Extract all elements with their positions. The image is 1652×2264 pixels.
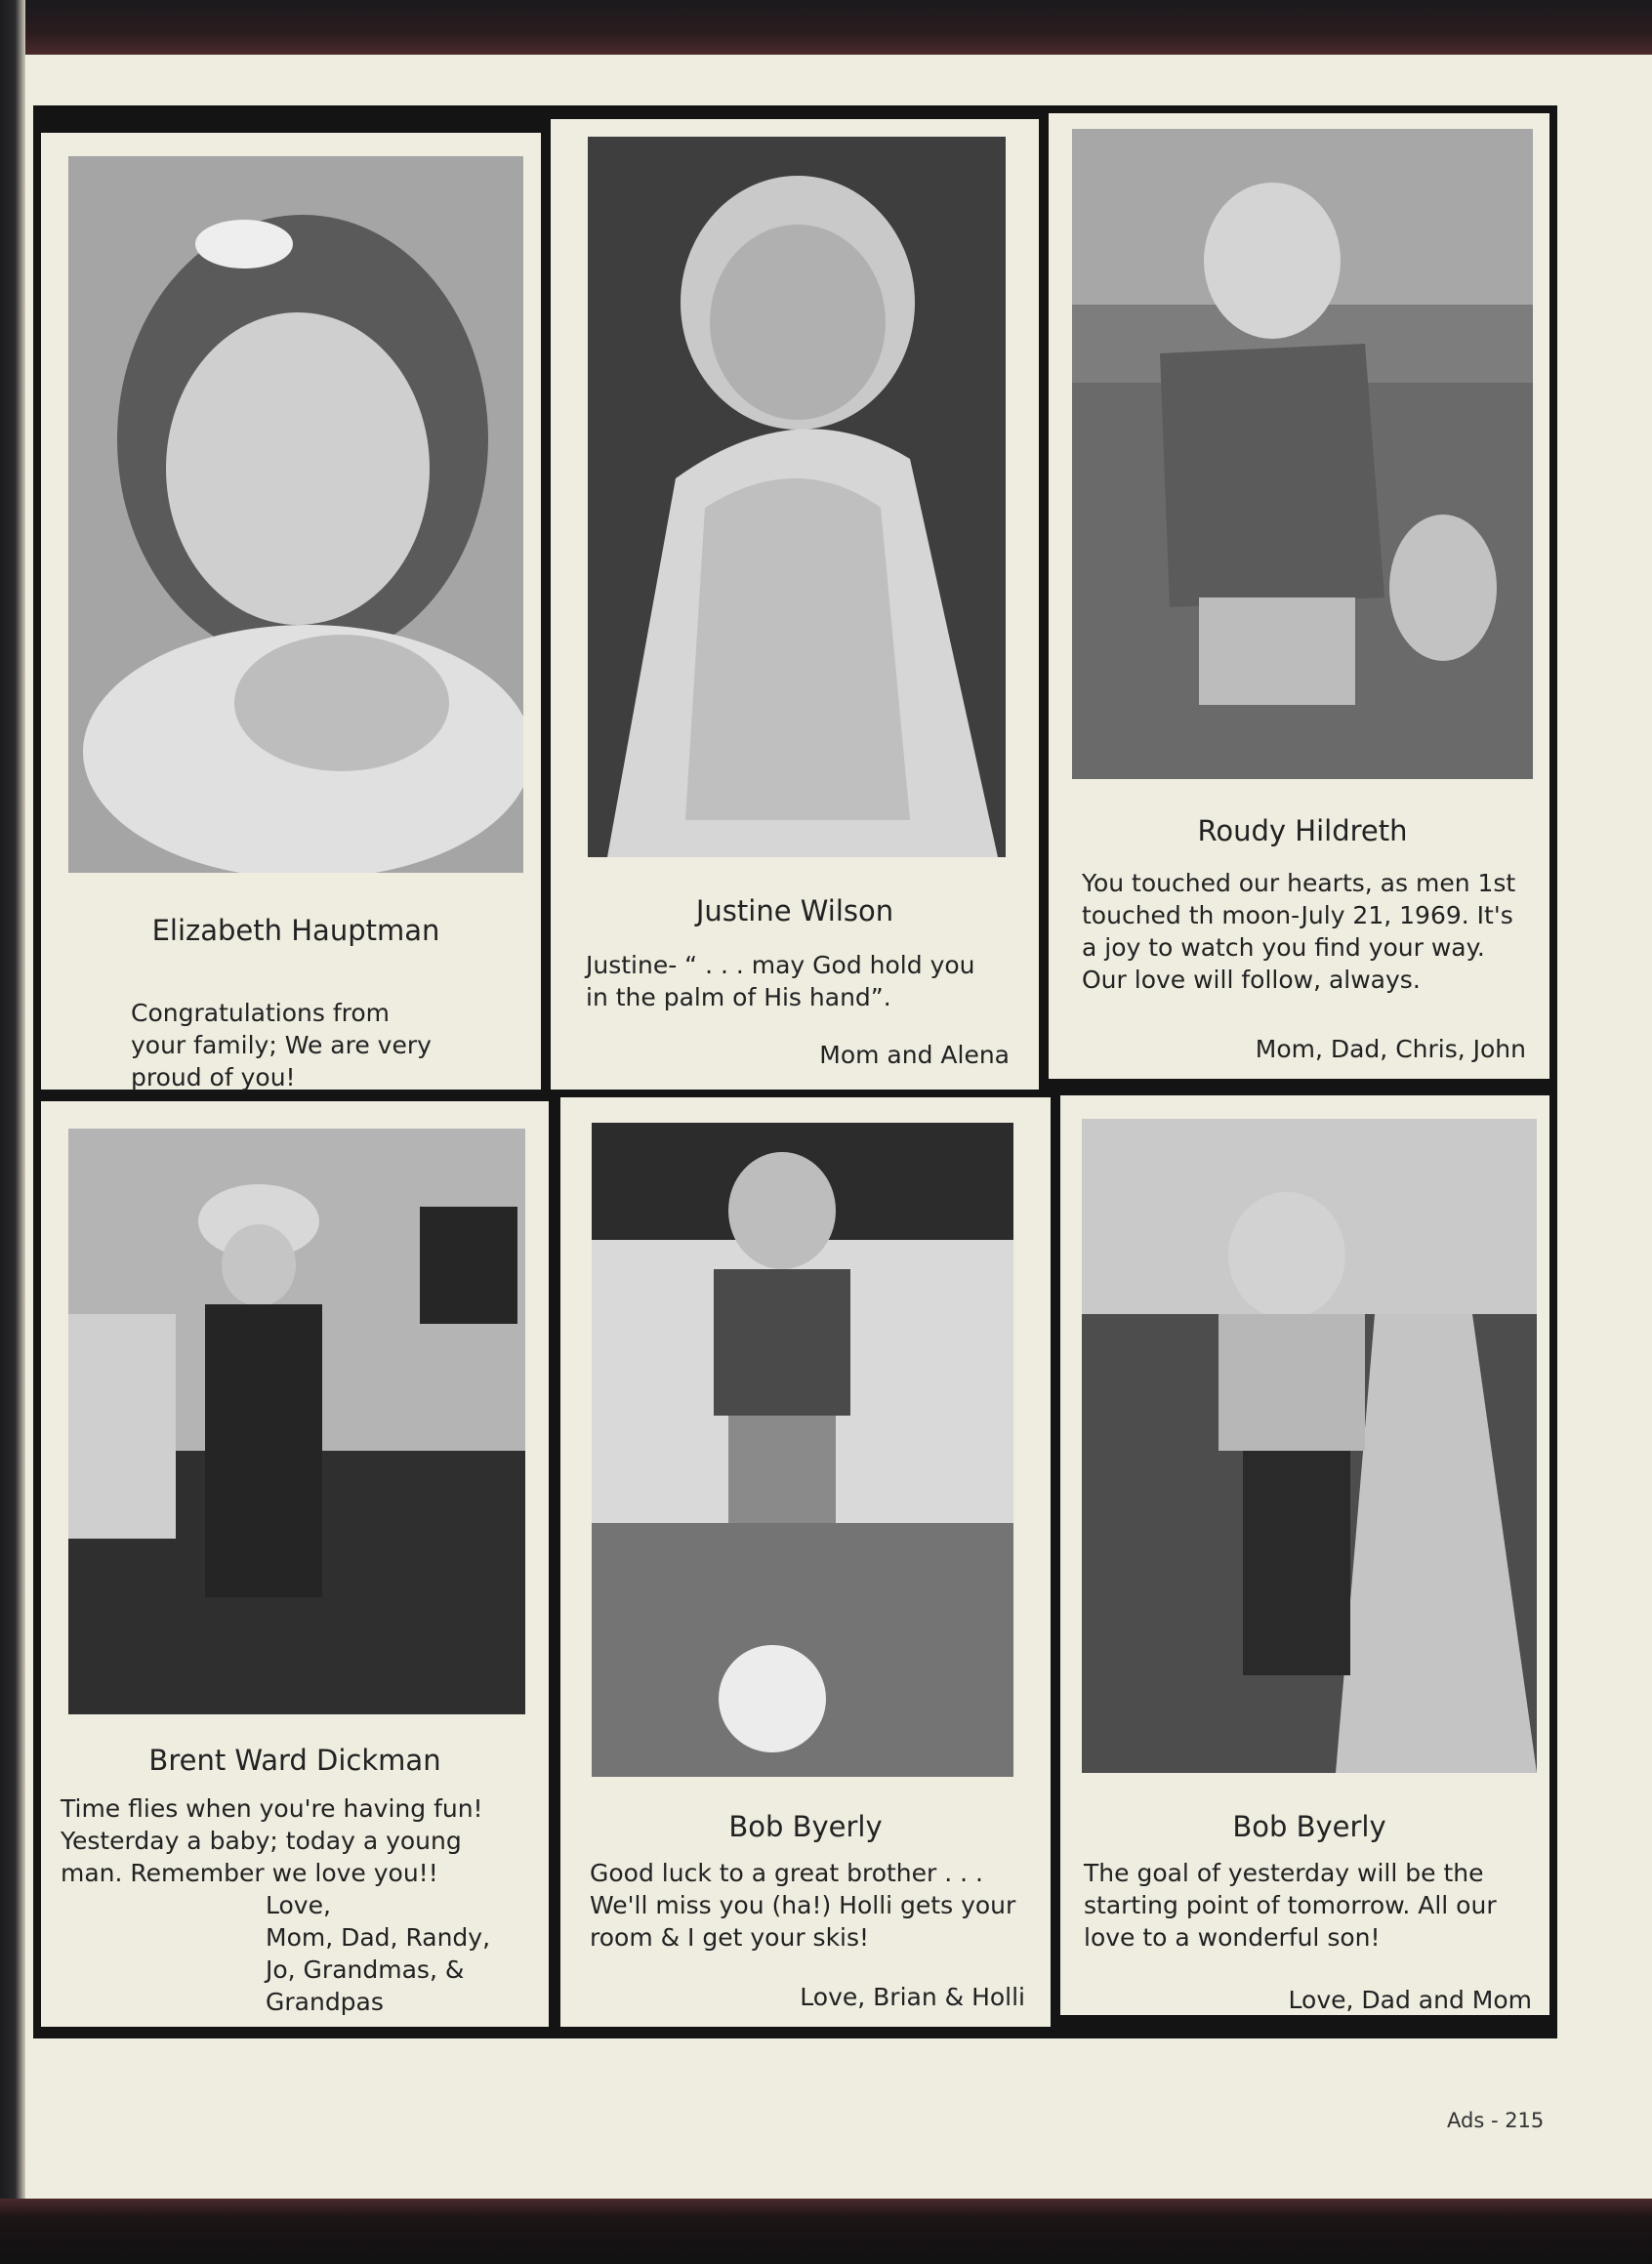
closing-line: Grandpas — [266, 1988, 384, 2016]
ad-signature: Love, Brian & Holli — [800, 1983, 1025, 2011]
message-line: Time flies when you're having fun! — [61, 1794, 483, 1823]
photo-elizabeth-hauptman — [68, 156, 523, 873]
ad-card-brent-ward-dickman — [41, 1101, 549, 2027]
page-binding-edge — [0, 0, 25, 2264]
ad-card-roudy-hildreth — [1049, 113, 1549, 1079]
photo-justine-wilson — [588, 137, 1006, 857]
message-line: Congratulations from — [131, 999, 391, 1027]
ad-name: Brent Ward Dickman — [148, 1744, 441, 1777]
ad-name: Elizabeth Hauptman — [151, 914, 440, 947]
ad-message — [131, 997, 521, 1093]
page-top-edge — [0, 0, 1652, 55]
closing-line: Jo, Grandmas, & — [266, 1955, 465, 1984]
ad-name: Roudy Hildreth — [1197, 814, 1408, 847]
page-bottom-edge — [0, 2199, 1652, 2264]
message-line: your family; We are very — [131, 1031, 432, 1059]
ad-card-justine-wilson — [551, 119, 1039, 1090]
ad-name: Bob Byerly — [1232, 1810, 1386, 1843]
message-line: man. Remember we love you!! — [61, 1859, 438, 1887]
ad-grid — [33, 105, 1557, 2038]
photo-roudy-hildreth — [1072, 129, 1533, 779]
message-line: proud of you! — [131, 1063, 296, 1091]
message-line: a joy to watch you find your way. — [1082, 933, 1485, 962]
photo-brent-ward-dickman — [68, 1129, 525, 1714]
ad-card-bob-byerly-brother — [560, 1097, 1051, 2027]
message-line: starting point of tomorrow. All our — [1084, 1891, 1497, 1919]
ad-message — [1084, 1857, 1543, 1954]
message-line: Yesterday a baby; today a young — [61, 1827, 462, 1855]
message-line: We'll miss you (ha!) Holli gets your — [590, 1891, 1016, 1919]
message-line: Good luck to a great brother . . . — [590, 1859, 983, 1887]
ad-card-bob-byerly-son — [1060, 1095, 1549, 2015]
ad-message — [61, 1792, 539, 1889]
ad-signature: Love, Dad and Mom — [1288, 1986, 1532, 2014]
page-number: Ads - 215 — [1447, 2109, 1545, 2132]
ad-message — [590, 1857, 1049, 1954]
message-line: touched th moon-July 21, 1969. It's — [1082, 901, 1513, 929]
ad-name: Bob Byerly — [728, 1810, 883, 1843]
ad-signature: Mom and Alena — [819, 1041, 1010, 1069]
message-line: Justine- “ . . . may God hold you — [586, 951, 975, 979]
closing-line: Mom, Dad, Randy, — [266, 1923, 491, 1952]
ad-message — [586, 949, 1025, 1013]
message-line: Our love will follow, always. — [1082, 966, 1421, 994]
message-line: in the palm of His hand”. — [586, 983, 891, 1011]
message-line: room & I get your skis! — [590, 1923, 870, 1952]
photo-bob-byerly-soccer — [592, 1123, 1013, 1777]
photo-bob-byerly-walking — [1082, 1119, 1537, 1773]
message-line: The goal of yesterday will be the — [1084, 1859, 1484, 1887]
message-line: love to a wonderful son! — [1084, 1923, 1381, 1952]
ad-message — [1082, 867, 1541, 996]
ad-card-elizabeth-hauptman — [41, 133, 541, 1090]
ad-closing — [266, 1889, 529, 2018]
ad-name: Justine Wilson — [695, 894, 894, 927]
ad-signature: Mom, Dad, Chris, John — [1255, 1035, 1526, 1063]
message-line: You touched our hearts, as men 1st — [1082, 869, 1516, 897]
closing-line: Love, — [266, 1891, 331, 1919]
